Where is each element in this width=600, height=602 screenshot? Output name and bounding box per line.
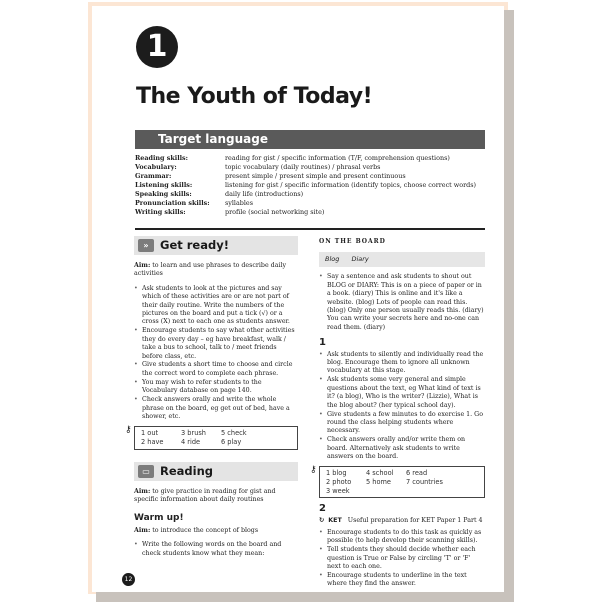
left-column [125,236,298,558]
list-item: • Encourage students to do this task as quickly as possible (to help develop their scanning skills). [319,529,485,546]
target-language-row [135,181,476,190]
on-the-board-label: ON THE BOARD [319,238,386,245]
chapter-title: The Youth of Today! [136,84,373,109]
ket-label: KET [328,516,342,524]
list-item: • Ask students to silently and individually read the blog. Encourage them to ignore all unknown vocabulary at this stage. [319,351,485,376]
target-language-row [135,208,476,217]
exercise-2-heading: 2 [319,503,326,515]
board-word: Diary [351,255,369,264]
list-item: • Say a sentence and ask students to shout out BLOG or DIARY: This is on a piece of paper or in a book. (diary) This is online and it's like a website. (blog) Lots of people can read this. (blog) Only one person usually reads this. (diary) You can write your secrets here and no-one can read them. (diary) [319,273,485,332]
answer-item: 4 school [366,469,394,478]
skill-label: Writing skills: [135,208,186,216]
answer-item [406,487,466,496]
answer-item: 5 check [221,429,247,438]
warm-up-bullets [134,541,298,558]
skill-value: daily life (introductions) [225,190,304,198]
skill-value: reading for gist / specific information (T/F, comprehension questions) [225,154,450,162]
list-item: • Ask students some very general and simple questions about the text, eg What kind of text is it? (a blog), Who is the writer? (Lizzie), What is the blog about? (her typical school day). [319,376,485,410]
skill-label: Vocabulary: [135,163,177,171]
list-item: • Write the following words on the board and check students know what they mean: [134,541,298,558]
exercise-2-bullets [319,529,485,589]
skill-value: present simple / present simple and present continuous [225,172,406,180]
answer-item: 5 home [366,478,391,487]
skill-label: Pronunciation skills: [135,199,210,207]
right-column [310,236,485,589]
list-item: • Give students a few minutes to do exercise 1. Go round the class helping students where necessary. [319,411,485,436]
answer-box [134,426,298,449]
on-the-board-words [319,252,485,267]
answer-item: 4 ride [181,437,201,446]
answer-item [366,487,406,496]
list-item: • Give students a short time to choose and circle the correct word to complete each phrase. [134,361,298,378]
list-item: • Check answers orally and/or write them on board. Alternatively ask students to write answers on the board. [319,436,485,461]
aim-text: to introduce the concept of blogs [152,526,259,534]
target-language-row [135,172,476,181]
aim-text: to learn and use phrases to describe daily activities [134,262,287,278]
ket-note [319,517,485,525]
exercise-1-heading: 1 [319,337,326,349]
answer-item: 7 countries [406,478,443,487]
get-ready-answer-key [125,425,298,449]
answer-item: 2 photo [326,478,352,487]
answer-item: 1 blog [326,469,347,478]
exercise-1-bullets [319,351,485,462]
answer-item: 3 brush [181,429,206,438]
exercise-1-answer-key [310,465,485,498]
target-language-row [135,154,476,163]
list-item: • Ask students to look at the pictures and say which of these activities are or are not part of their daily routine. Write the numbers of the pictures on the board and put a tick (√) or a cross (X) next to each one as students answer. [134,285,298,327]
get-ready-bullets [134,285,298,422]
answer-item: 6 read [406,469,428,478]
target-language-row [135,163,476,172]
key-icon: ⚷ [125,425,132,436]
page-number: 12 [122,573,135,586]
chevrons-icon: » [138,239,154,252]
section-divider [135,228,485,230]
list-item: • Tell students they should decide whether each question is True or False by circling 'T' or 'F' next to each one. [319,546,485,571]
skill-value: topic vocabulary (daily routines) / phrasal verbs [225,163,381,171]
answer-box [319,466,485,498]
answer-item: 1 out [141,429,159,438]
book-icon: ▭ [138,465,154,478]
get-ready-title: Get ready! [160,238,229,253]
reading-heading [134,462,298,481]
chapter-number-badge: 1 [136,26,178,68]
skill-label: Grammar: [135,172,172,180]
skill-label: Speaking skills: [135,190,192,198]
reading-aim [134,488,298,505]
list-item: • Encourage students to say what other activities they do every day – eg have breakfast, walk / take a bus to school, talk to / meet friends before class, etc. [134,327,298,361]
target-language-row [135,199,476,208]
key-icon: ⚷ [310,465,317,476]
answer-item: 3 week [326,486,350,495]
ket-text: Useful preparation for KET Paper 1 Part 4 [347,516,483,524]
board-word: Blog [325,255,340,264]
skill-label: Reading skills: [135,154,189,162]
target-language-table [135,154,476,217]
list-item: • Encourage students to underline in the text where they find the answer. [319,572,485,589]
on-the-board-bullets [319,273,485,332]
book-page [92,6,504,592]
skill-value: profile (social networking site) [225,208,325,216]
aim-label: Aim: [134,262,151,269]
answer-item: 6 play [221,437,242,446]
ket-icon: ↻ [319,516,325,524]
aim-label: Aim: [134,526,151,534]
skill-value: syllables [225,199,253,207]
reading-title: Reading [160,463,214,478]
aim-text: to give practice in reading for gist and specific information about daily routines [134,487,276,503]
skill-label: Listening skills: [135,181,193,189]
warm-up-heading: Warm up! [134,513,184,524]
get-ready-aim [134,262,298,279]
target-language-heading: Target language [135,130,485,149]
get-ready-heading [134,236,298,255]
list-item: • You may wish to refer students to the Vocabulary database on page 140. [134,379,298,396]
skill-value: listening for gist / specific information (identify topics, choose correct words) [225,181,476,189]
list-item: • Check answers orally and write the whole phrase on the board, eg get out of bed, have a shower, etc. [134,396,298,421]
warm-up-aim [134,527,298,535]
aim-label: Aim: [134,487,151,495]
answer-item: 2 have [141,437,164,446]
target-language-row [135,190,476,199]
